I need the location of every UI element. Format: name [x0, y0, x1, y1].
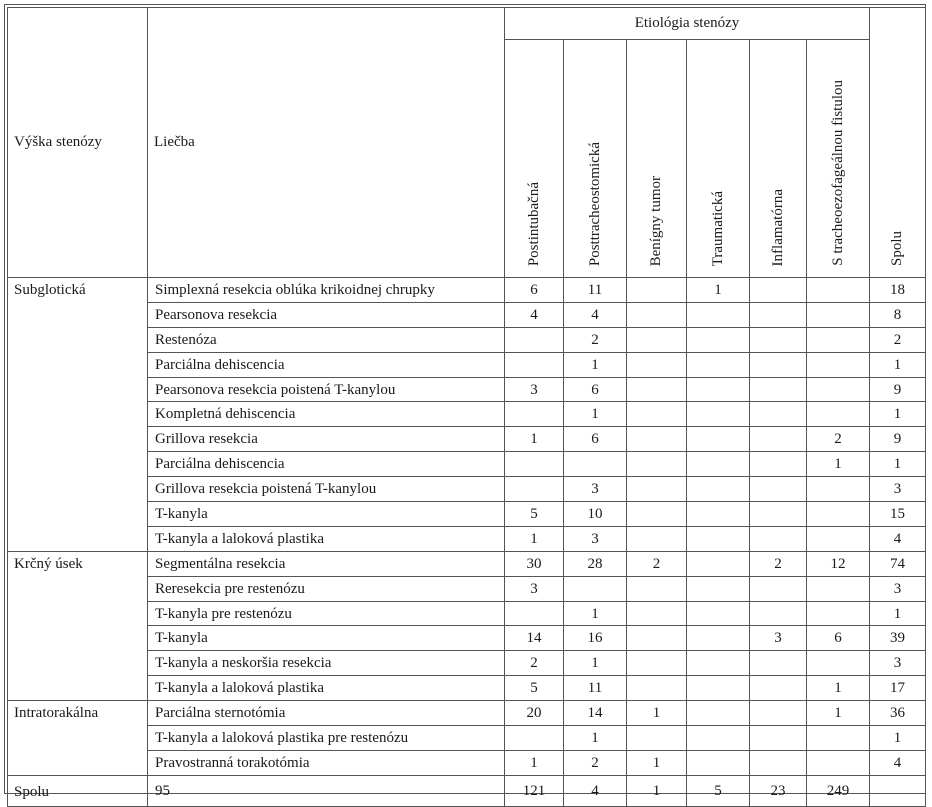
count-cell: 11: [564, 676, 627, 701]
count-cell: 3: [564, 526, 627, 551]
count-cell: 6: [807, 626, 870, 651]
count-cell: [807, 576, 870, 601]
total-label-cell: Spolu: [8, 775, 148, 806]
header-etiology-column: Benígny tumor: [627, 40, 687, 278]
count-cell: [627, 352, 687, 377]
count-cell: 16: [564, 626, 627, 651]
count-cell: 5: [505, 676, 564, 701]
count-cell: [750, 526, 807, 551]
row-total-cell: 9: [870, 377, 926, 402]
count-cell: [687, 327, 750, 352]
header-level: Výška stenózy: [8, 8, 148, 278]
treatment-cell: Parciálna dehiscencia: [148, 452, 505, 477]
count-cell: [687, 526, 750, 551]
count-cell: 1: [627, 750, 687, 775]
count-cell: [750, 502, 807, 527]
count-cell: [687, 302, 750, 327]
count-cell: [505, 327, 564, 352]
count-cell: 2: [807, 427, 870, 452]
treatment-cell: Parciálna sternotómia: [148, 701, 505, 726]
count-cell: 28: [564, 551, 627, 576]
treatment-cell: T-kanyla: [148, 626, 505, 651]
count-cell: 5: [505, 502, 564, 527]
count-cell: [750, 427, 807, 452]
header-etiology-column: Inflamatórna: [750, 40, 807, 278]
row-total-cell: 3: [870, 576, 926, 601]
total-row: [8, 775, 926, 806]
count-cell: [505, 726, 564, 751]
count-cell: 1: [564, 726, 627, 751]
header-etiology-column: S tracheoezofageálnou fistulou: [807, 40, 870, 278]
count-cell: [807, 651, 870, 676]
table-row: [8, 278, 926, 303]
count-cell: [687, 750, 750, 775]
header-etiology-column: Traumatická: [687, 40, 750, 278]
row-total-cell: 4: [870, 750, 926, 775]
count-cell: [627, 302, 687, 327]
table-row: [8, 701, 926, 726]
grand-total-cell: [870, 775, 926, 806]
count-cell: [750, 576, 807, 601]
header-treatment: Liečba: [148, 8, 505, 278]
count-cell: 6: [564, 427, 627, 452]
treatment-cell: T-kanyla pre restenózu: [148, 601, 505, 626]
count-cell: [807, 327, 870, 352]
count-cell: 10: [564, 502, 627, 527]
count-cell: [627, 676, 687, 701]
count-cell: [807, 302, 870, 327]
treatment-cell: Restenóza: [148, 327, 505, 352]
total-count-cell: 23: [750, 775, 807, 806]
count-cell: [687, 427, 750, 452]
count-cell: [627, 402, 687, 427]
total-count-cell: 5: [687, 775, 750, 806]
count-cell: 3: [505, 377, 564, 402]
count-cell: 4: [564, 302, 627, 327]
count-cell: [687, 402, 750, 427]
count-cell: 1: [564, 601, 627, 626]
header-etiology-group: Etiológia stenózy: [505, 8, 870, 40]
row-total-cell: 18: [870, 278, 926, 303]
row-total-cell: 3: [870, 477, 926, 502]
count-cell: 11: [564, 278, 627, 303]
stenosis-level-cell: Krčný úsek: [8, 551, 148, 700]
count-cell: [750, 352, 807, 377]
count-cell: [750, 452, 807, 477]
count-cell: [750, 651, 807, 676]
count-cell: [627, 427, 687, 452]
count-cell: [807, 726, 870, 751]
count-cell: [750, 302, 807, 327]
count-cell: 1: [627, 701, 687, 726]
treatment-cell: Pravostranná torakotómia: [148, 750, 505, 775]
treatment-cell: Pearsonova resekcia: [148, 302, 505, 327]
treatment-cell: Grillova resekcia: [148, 427, 505, 452]
count-cell: [687, 502, 750, 527]
stenosis-table: [7, 7, 926, 807]
count-cell: 12: [807, 551, 870, 576]
count-cell: 6: [505, 278, 564, 303]
count-cell: [687, 601, 750, 626]
count-cell: [627, 726, 687, 751]
count-cell: [627, 526, 687, 551]
count-cell: [807, 750, 870, 775]
count-cell: [505, 402, 564, 427]
header-etiology-column: Postintubačná: [505, 40, 564, 278]
count-cell: [750, 377, 807, 402]
treatment-cell: Reresekcia pre restenózu: [148, 576, 505, 601]
count-cell: [564, 452, 627, 477]
total-treatment-cell: 95: [148, 775, 505, 806]
count-cell: [687, 651, 750, 676]
count-cell: [687, 377, 750, 402]
row-total-cell: 74: [870, 551, 926, 576]
count-cell: 14: [505, 626, 564, 651]
count-cell: [750, 402, 807, 427]
count-cell: 1: [564, 651, 627, 676]
count-cell: 1: [807, 701, 870, 726]
count-cell: [627, 576, 687, 601]
count-cell: [627, 651, 687, 676]
treatment-cell: T-kanyla a laloková plastika: [148, 526, 505, 551]
count-cell: [687, 576, 750, 601]
treatment-cell: T-kanyla a neskoršia resekcia: [148, 651, 505, 676]
treatment-cell: Grillova resekcia poistená T-kanylou: [148, 477, 505, 502]
count-cell: 30: [505, 551, 564, 576]
row-total-cell: 1: [870, 726, 926, 751]
row-total-cell: 8: [870, 302, 926, 327]
header-total: Spolu: [870, 8, 926, 278]
count-cell: 1: [564, 402, 627, 427]
treatment-cell: T-kanyla a laloková plastika pre restenózu: [148, 726, 505, 751]
count-cell: [807, 278, 870, 303]
count-cell: [627, 452, 687, 477]
treatment-cell: Parciálna dehiscencia: [148, 352, 505, 377]
count-cell: 3: [505, 576, 564, 601]
count-cell: [627, 327, 687, 352]
count-cell: 1: [807, 676, 870, 701]
count-cell: [807, 601, 870, 626]
total-count-cell: 4: [564, 775, 627, 806]
count-cell: [687, 477, 750, 502]
count-cell: [627, 502, 687, 527]
count-cell: 2: [564, 750, 627, 775]
treatment-cell: Pearsonova resekcia poistená T-kanylou: [148, 377, 505, 402]
count-cell: 3: [564, 477, 627, 502]
treatment-cell: Kompletná dehiscencia: [148, 402, 505, 427]
count-cell: [627, 626, 687, 651]
count-cell: 1: [807, 452, 870, 477]
count-cell: [687, 701, 750, 726]
count-cell: [750, 601, 807, 626]
count-cell: [687, 676, 750, 701]
header-etiology-column: Posttracheostomická: [564, 40, 627, 278]
treatment-cell: T-kanyla a laloková plastika: [148, 676, 505, 701]
count-cell: [807, 377, 870, 402]
count-cell: 2: [505, 651, 564, 676]
row-total-cell: 1: [870, 352, 926, 377]
count-cell: [687, 452, 750, 477]
count-cell: [807, 526, 870, 551]
total-count-cell: 249: [807, 775, 870, 806]
count-cell: 1: [505, 526, 564, 551]
row-total-cell: 15: [870, 502, 926, 527]
count-cell: 2: [564, 327, 627, 352]
stenosis-level-cell: Subglotická: [8, 278, 148, 552]
count-cell: 1: [505, 427, 564, 452]
count-cell: [807, 477, 870, 502]
count-cell: [750, 676, 807, 701]
count-cell: [750, 327, 807, 352]
row-total-cell: 1: [870, 452, 926, 477]
count-cell: [807, 402, 870, 427]
count-cell: [750, 701, 807, 726]
count-cell: [627, 278, 687, 303]
count-cell: [687, 352, 750, 377]
treatment-cell: T-kanyla: [148, 502, 505, 527]
count-cell: [627, 477, 687, 502]
count-cell: 6: [564, 377, 627, 402]
row-total-cell: 3: [870, 651, 926, 676]
row-total-cell: 1: [870, 601, 926, 626]
count-cell: [505, 452, 564, 477]
count-cell: [687, 726, 750, 751]
count-cell: [627, 377, 687, 402]
row-total-cell: 17: [870, 676, 926, 701]
count-cell: [750, 477, 807, 502]
treatment-cell: Segmentálna resekcia: [148, 551, 505, 576]
count-cell: [627, 601, 687, 626]
count-cell: [750, 750, 807, 775]
total-count-cell: 1: [627, 775, 687, 806]
count-cell: 3: [750, 626, 807, 651]
count-cell: [687, 626, 750, 651]
row-total-cell: 1: [870, 402, 926, 427]
count-cell: [505, 601, 564, 626]
total-count-cell: 121: [505, 775, 564, 806]
count-cell: [807, 352, 870, 377]
count-cell: 4: [505, 302, 564, 327]
count-cell: 2: [750, 551, 807, 576]
count-cell: [750, 726, 807, 751]
count-cell: 1: [505, 750, 564, 775]
count-cell: [807, 502, 870, 527]
count-cell: 1: [564, 352, 627, 377]
count-cell: [687, 551, 750, 576]
count-cell: [750, 278, 807, 303]
count-cell: 20: [505, 701, 564, 726]
count-cell: 2: [627, 551, 687, 576]
count-cell: [505, 352, 564, 377]
row-total-cell: 39: [870, 626, 926, 651]
row-total-cell: 36: [870, 701, 926, 726]
row-total-cell: 9: [870, 427, 926, 452]
table-row: [8, 551, 926, 576]
row-total-cell: 2: [870, 327, 926, 352]
treatment-cell: Simplexná resekcia oblúka krikoidnej chrupky: [148, 278, 505, 303]
row-total-cell: 4: [870, 526, 926, 551]
count-cell: [505, 477, 564, 502]
count-cell: 1: [687, 278, 750, 303]
count-cell: 14: [564, 701, 627, 726]
stenosis-level-cell: Intratorakálna: [8, 701, 148, 776]
count-cell: [564, 576, 627, 601]
